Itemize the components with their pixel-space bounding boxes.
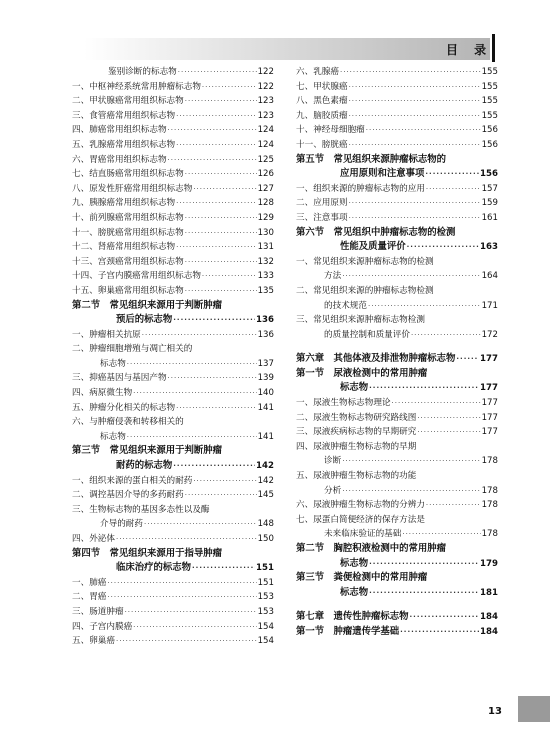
toc-entry <box>296 299 498 314</box>
toc-entry-title: 临床治疗的标志物 <box>116 562 192 574</box>
toc-entry-title: 一、组织来源的蛋白相关的耐药 <box>72 475 193 486</box>
toc-entry-page: 127 <box>257 183 274 194</box>
toc-entry-title: 十、前列腺癌常用组织标志物 <box>72 212 184 223</box>
toc-entry <box>296 284 498 299</box>
toc-entry-title: 四、尿液肿瘤生物标志物的早期 <box>296 441 417 452</box>
dot-leader <box>185 226 257 241</box>
toc-entry <box>296 396 498 411</box>
toc-entry-title: 标志物 <box>100 431 126 442</box>
dot-leader <box>349 94 481 109</box>
toc-entry-title: 一、肿瘤相关抗原 <box>72 329 141 340</box>
toc-entry-page: 177 <box>481 398 498 409</box>
dot-leader <box>193 474 256 489</box>
toc-entry-title: 六、乳腺癌 <box>296 67 339 77</box>
toc-entry-title: 六、胃癌常用组织标志物 <box>72 154 167 165</box>
toc-entry-title: 第六节 常见组织中肿瘤标志物的检测 <box>296 226 456 238</box>
toc-entry-page: 159 <box>481 198 498 209</box>
toc-entry <box>72 167 274 182</box>
toc-entry-page: 123 <box>257 110 274 121</box>
toc-entry <box>296 65 498 80</box>
toc-entry-page: 141 <box>257 402 274 413</box>
toc-entry-page: 137 <box>257 358 274 369</box>
toc-entry <box>296 269 498 284</box>
toc-entry-title: 第一节 肿瘤遗传学基础 <box>296 625 400 637</box>
toc-entry <box>296 625 498 640</box>
toc-entry <box>72 313 274 328</box>
dot-leader <box>402 527 480 542</box>
dot-leader <box>107 576 256 591</box>
toc-entry-title: 六、与肿瘤侵袭和转移相关的 <box>72 417 184 428</box>
dot-leader <box>369 381 479 396</box>
toc-entry-title: 七、结直肠癌常用组织标志物 <box>72 169 184 180</box>
toc-entry-page: 142 <box>257 475 274 486</box>
toc-entry-page: 129 <box>257 212 274 223</box>
toc-entry <box>296 123 498 138</box>
toc-entry-page: 122 <box>257 81 274 92</box>
header-rule <box>492 34 495 62</box>
dot-leader <box>178 65 257 80</box>
toc-entry <box>296 381 498 396</box>
toc-entry <box>72 123 274 138</box>
toc-entry <box>296 484 498 499</box>
toc-entry <box>296 342 498 352</box>
toc-entry-title: 七、尿蛋白简便经济的保存方法是 <box>296 514 425 525</box>
toc-entry-title: 一、中枢神经系统常用肿瘤标志物 <box>72 81 201 92</box>
toc-entry-title: 第六章 其他体液及排泄物肿瘤标志物 <box>296 353 456 365</box>
toc-entry-title: 十一、膀胱癌 <box>296 139 348 150</box>
toc-entry <box>72 488 274 503</box>
toc-entry <box>296 557 498 572</box>
toc-entry <box>296 571 498 586</box>
dot-leader <box>185 255 257 270</box>
toc-entry-title: 六、尿液肿瘤生物标志物的分辨力 <box>296 500 425 511</box>
dot-leader <box>193 182 256 197</box>
toc-entry <box>72 226 274 241</box>
toc-entry <box>296 182 498 197</box>
toc-entry-page: 150 <box>257 534 274 544</box>
toc-entry <box>296 610 498 625</box>
toc-entry-page: 141 <box>257 431 274 442</box>
toc-entry-title: 诊断 <box>324 456 342 467</box>
toc-entry <box>72 532 274 547</box>
toc-entry-title: 四、外泌体 <box>72 534 115 544</box>
dot-leader <box>192 561 255 576</box>
toc-entry-page: 122 <box>257 67 274 77</box>
toc-entry <box>72 415 274 430</box>
toc-entry <box>72 371 274 386</box>
toc-entry-page: 136 <box>257 329 274 340</box>
dot-leader <box>400 625 479 640</box>
toc-entry <box>296 425 498 440</box>
toc-entry <box>72 357 274 372</box>
toc-entry <box>296 255 498 270</box>
toc-entry <box>296 367 498 382</box>
toc-entry-page: 135 <box>257 285 274 296</box>
toc-entry <box>296 226 498 241</box>
toc-entry-page: 171 <box>481 300 498 311</box>
toc-entry <box>296 109 498 124</box>
dot-leader <box>107 590 256 605</box>
toc-entry-title: 二、调控基因介导的多药耐药 <box>72 490 184 501</box>
toc-entry-page: 177 <box>481 427 498 438</box>
toc-entry-page: 128 <box>257 198 274 209</box>
toc-entry-title: 第四节 常见组织来源用于指导肿瘤 <box>72 547 223 559</box>
page-corner-tab <box>518 696 550 722</box>
toc-right-column <box>296 65 498 640</box>
toc-entry-page: 177 <box>481 412 498 423</box>
toc-entry-page: 132 <box>257 256 274 267</box>
toc-entry-title: 一、常见组织来源肿瘤标志物的检测 <box>296 256 434 267</box>
toc-entry-page: 155 <box>481 110 498 121</box>
toc-entry-page: 124 <box>257 139 274 150</box>
toc-entry <box>72 576 274 591</box>
toc-entry-title: 标志物 <box>340 586 369 598</box>
toc-entry <box>72 182 274 197</box>
dot-leader <box>342 454 480 469</box>
toc-entry <box>296 313 498 328</box>
dot-leader <box>342 484 480 499</box>
toc-entry-title: 第三节 常见组织来源用于判断肿瘤 <box>72 445 223 457</box>
toc-entry-title: 四、肺癌常用组织标志物 <box>72 125 167 136</box>
toc-entry <box>72 94 274 109</box>
toc-entry <box>296 454 498 469</box>
toc-entry-page: 178 <box>481 456 498 467</box>
toc-entry-title: 五、尿液肿瘤生物标志物的功能 <box>296 471 417 482</box>
dot-leader <box>407 240 479 255</box>
dot-leader <box>133 386 256 401</box>
toc-entry-title: 一、尿液生物标志物理论 <box>296 398 391 409</box>
toc-entry-title: 标志物 <box>100 358 126 369</box>
toc-entry-page: 179 <box>480 558 498 569</box>
toc-entry <box>296 167 498 182</box>
dot-leader <box>168 371 257 386</box>
toc-entry-page: 145 <box>257 490 274 501</box>
dot-leader <box>173 459 255 474</box>
toc-entry <box>296 94 498 109</box>
toc-entry <box>296 600 498 610</box>
toc-entry-page: 123 <box>257 96 274 107</box>
toc-entry-title: 耐药的标志物 <box>116 460 173 472</box>
dot-leader <box>392 396 481 411</box>
dot-leader <box>185 94 257 109</box>
toc-entry <box>72 255 274 270</box>
toc-entry-title: 三、尿液疾病标志物的早期研究 <box>296 427 417 438</box>
toc-entry-title: 二、肿瘤细胞增殖与凋亡相关的 <box>72 344 193 355</box>
dot-leader <box>349 211 481 226</box>
toc-entry-page: 155 <box>481 81 498 92</box>
toc-entry-page: 163 <box>480 242 498 253</box>
dot-leader <box>127 430 257 445</box>
toc-entry-page: 155 <box>481 96 498 107</box>
toc-entry-page: 153 <box>257 592 274 603</box>
toc-entry-page: 178 <box>481 529 498 540</box>
toc-entry-title: 标志物 <box>340 382 369 394</box>
page-number: 13 <box>488 706 502 717</box>
toc-entry-page: 124 <box>257 125 274 136</box>
toc-entry-title: 一、组织来源的肿瘤标志物的应用 <box>296 183 425 194</box>
dot-leader <box>369 586 479 601</box>
toc-entry-title: 介导的耐药 <box>100 519 143 530</box>
toc-entry <box>72 153 274 168</box>
toc-entry-title: 四、病原微生物 <box>72 388 133 399</box>
toc-entry <box>72 240 274 255</box>
toc-entry-title: 第二节 胸腔积液检测中的常用肿瘤 <box>296 543 447 554</box>
toc-entry-title: 二、应用原则 <box>296 198 348 209</box>
toc-entry-title: 八、原发性肝癌常用组织标志物 <box>72 183 193 194</box>
dot-leader <box>185 488 257 503</box>
toc-entry-page: 181 <box>480 587 498 598</box>
toc-entry <box>72 196 274 211</box>
toc-entry <box>72 328 274 343</box>
toc-entry-page: 142 <box>256 461 274 472</box>
toc-entry-page: 151 <box>256 563 274 574</box>
toc-entry <box>296 196 498 211</box>
dot-leader <box>349 138 481 153</box>
toc-entry <box>72 605 274 620</box>
dot-leader <box>368 299 481 314</box>
toc-entry-title: 二、胃癌 <box>72 592 107 603</box>
toc-entry-title: 第七章 遗传性肿瘤标志物 <box>296 611 409 623</box>
toc-entry <box>72 503 274 518</box>
toc-entry-page: 148 <box>257 519 274 530</box>
dot-leader <box>144 517 257 532</box>
toc-entry <box>72 269 274 284</box>
toc-entry <box>296 211 498 226</box>
toc-entry-title: 四、子宫内膜癌 <box>72 621 133 632</box>
toc-entry-title: 标志物 <box>340 557 369 569</box>
toc-entry-title: 二、尿液生物标志物研究路线图 <box>296 412 417 423</box>
dot-leader <box>125 605 257 620</box>
toc-entry-page: 172 <box>481 329 498 340</box>
toc-entry-title: 三、注意事项 <box>296 212 348 223</box>
toc-entry <box>296 498 498 513</box>
toc-entry <box>296 138 498 153</box>
toc-entry-page: 156 <box>480 169 498 180</box>
toc-entry-title: 二、甲状腺癌常用组织标志物 <box>72 96 184 107</box>
toc-entry-title: 八、黑色素瘤 <box>296 96 348 107</box>
dot-leader <box>116 532 257 547</box>
toc-entry-title: 三、抑癌基因与基因产物 <box>72 373 167 384</box>
toc-entry-title: 分析 <box>324 485 342 496</box>
toc-entry-page: 178 <box>481 500 498 511</box>
toc-entry <box>72 299 274 314</box>
toc-entry-title: 五、卵巢癌 <box>72 636 115 647</box>
dot-leader <box>176 138 256 153</box>
toc-entry-title: 的质量控制和质量评价 <box>324 329 410 340</box>
toc-entry-page: 130 <box>257 227 274 238</box>
toc-entry-title: 十一、膀胱癌常用组织标志物 <box>72 227 184 238</box>
toc-entry <box>72 386 274 401</box>
toc-entry-title: 十四、子宫内膜癌常用组织标志物 <box>72 271 201 282</box>
toc-entry-title: 三、生物标志物的基因多态性以及酶 <box>72 504 210 515</box>
dot-leader <box>366 123 481 138</box>
toc-entry-page: 184 <box>480 626 498 637</box>
toc-entry-title: 第五节 常见组织来源肿瘤标志物的 <box>296 153 447 165</box>
toc-entry-page: 136 <box>256 315 274 326</box>
toc-entry-page: 161 <box>481 212 498 223</box>
dot-leader <box>349 196 481 211</box>
dot-leader <box>342 269 480 284</box>
toc-entry-page: 140 <box>257 388 274 399</box>
dot-leader <box>340 65 481 80</box>
toc-entry-title: 十三、宫颈癌常用组织标志物 <box>72 256 184 267</box>
toc-entry-title: 三、常见组织来源肿瘤标志物检测 <box>296 315 425 326</box>
toc-entry-title: 十五、卵巢癌常用组织标志物 <box>72 285 184 296</box>
dot-leader <box>426 182 481 197</box>
toc-entry-title: 第二节 常见组织来源用于判断肿瘤 <box>72 299 223 311</box>
toc-entry <box>296 513 498 528</box>
toc-entry <box>72 474 274 489</box>
toc-entry-page: 154 <box>257 621 274 632</box>
dot-leader <box>185 211 257 226</box>
toc-entry-title: 三、肠道肿瘤 <box>72 606 124 617</box>
dot-leader <box>173 313 255 328</box>
toc-entry <box>72 342 274 357</box>
toc-entry-title: 七、甲状腺癌 <box>296 81 348 92</box>
toc-entry-title: 五、乳腺癌常用组织标志物 <box>72 139 176 150</box>
dot-leader <box>417 425 480 440</box>
toc-entry-page: 133 <box>257 271 274 282</box>
toc-entry <box>296 586 498 601</box>
toc-entry-title: 十、神经母细胞瘤 <box>296 125 365 136</box>
toc-entry-title: 一、肺癌 <box>72 577 107 588</box>
dot-leader <box>369 557 479 572</box>
toc-left-column <box>72 65 274 649</box>
toc-entry-title: 应用原则和注意事项 <box>340 168 425 180</box>
dot-leader <box>185 284 257 299</box>
dot-leader <box>168 153 257 168</box>
toc-entry <box>72 109 274 124</box>
toc-entry-page: 177 <box>480 354 498 365</box>
toc-entry-title: 十二、肾癌常用组织标志物 <box>72 242 176 253</box>
toc-entry <box>296 153 498 168</box>
toc-entry <box>296 527 498 542</box>
dot-leader <box>410 610 480 625</box>
dot-leader <box>202 269 257 284</box>
toc-entry <box>72 561 274 576</box>
page-title: 目 录 <box>446 43 493 57</box>
toc-entry-title: 性能及质量评价 <box>340 241 406 253</box>
toc-entry-page: 153 <box>257 606 274 617</box>
header-bar <box>84 38 493 60</box>
dot-leader <box>176 196 256 211</box>
toc-entry-title: 九、胰腺癌常用组织标志物 <box>72 198 176 209</box>
dot-leader <box>456 352 479 367</box>
toc-entry <box>72 590 274 605</box>
toc-entry <box>296 240 498 255</box>
toc-entry-title: 鉴别诊断的标志物 <box>108 67 177 77</box>
toc-entry <box>72 138 274 153</box>
dot-leader <box>176 109 256 124</box>
toc-entry-page: 156 <box>481 139 498 150</box>
toc-entry <box>72 211 274 226</box>
dot-leader <box>417 411 480 426</box>
toc-entry <box>72 620 274 635</box>
toc-entry-page: 155 <box>481 67 498 77</box>
dot-leader <box>176 401 256 416</box>
toc-entry <box>296 352 498 367</box>
toc-entry-page: 131 <box>257 242 274 253</box>
dot-leader <box>185 167 257 182</box>
toc-entry <box>296 411 498 426</box>
toc-entry <box>72 444 274 459</box>
dot-leader <box>142 328 257 343</box>
dot-leader <box>349 109 481 124</box>
toc-entry-page: 126 <box>257 169 274 180</box>
toc-entry-title: 三、食管癌常用组织标志物 <box>72 110 176 121</box>
toc-entry-title: 预后的标志物 <box>116 314 173 326</box>
toc-entry-page: 139 <box>257 373 274 384</box>
toc-entry <box>296 440 498 455</box>
dot-leader <box>202 80 257 95</box>
toc-entry <box>72 517 274 532</box>
toc-entry-title: 方法 <box>324 271 342 282</box>
toc-entry-page: 177 <box>480 383 498 394</box>
toc-entry <box>72 284 274 299</box>
dot-leader <box>426 498 481 513</box>
toc-entry-title: 第三节 粪便检测中的常用肿瘤 <box>296 572 428 584</box>
toc-entry-page: 151 <box>257 577 274 588</box>
dot-leader <box>127 357 257 372</box>
dot-leader <box>349 80 481 95</box>
toc-entry-page: 154 <box>257 636 274 647</box>
toc-entry <box>72 547 274 562</box>
toc-entry <box>72 80 274 95</box>
toc-entry-title: 的技术规范 <box>324 300 367 311</box>
toc-entry <box>72 430 274 445</box>
toc-entry <box>72 634 274 649</box>
toc-entry-title: 二、常见组织来源的肿瘤标志物检测 <box>296 285 434 296</box>
dot-leader <box>425 167 479 182</box>
toc-entry-title: 第一节 尿液检测中的常用肿瘤 <box>296 367 428 379</box>
dot-leader <box>116 634 257 649</box>
toc-entry <box>296 80 498 95</box>
toc-entry-page: 156 <box>481 125 498 136</box>
dot-leader <box>133 620 256 635</box>
toc-entry-page: 164 <box>481 271 498 282</box>
dot-leader <box>176 240 256 255</box>
toc-entry <box>296 542 498 557</box>
toc-entry <box>296 328 498 343</box>
toc-entry-page: 184 <box>480 612 498 623</box>
dot-leader <box>168 123 257 138</box>
toc-entry <box>72 401 274 416</box>
toc-entry <box>72 459 274 474</box>
toc-entry-page: 157 <box>481 183 498 194</box>
toc-entry-page: 125 <box>257 154 274 165</box>
toc-entry-page: 178 <box>481 485 498 496</box>
toc-entry-title: 未来临床验证的基础 <box>324 529 402 540</box>
toc-entry <box>72 65 274 80</box>
toc-entry-title: 五、肿瘤分化相关的标志物 <box>72 402 176 413</box>
toc-entry <box>296 469 498 484</box>
dot-leader <box>411 328 481 343</box>
toc-entry-title: 九、脑胶质瘤 <box>296 110 348 121</box>
